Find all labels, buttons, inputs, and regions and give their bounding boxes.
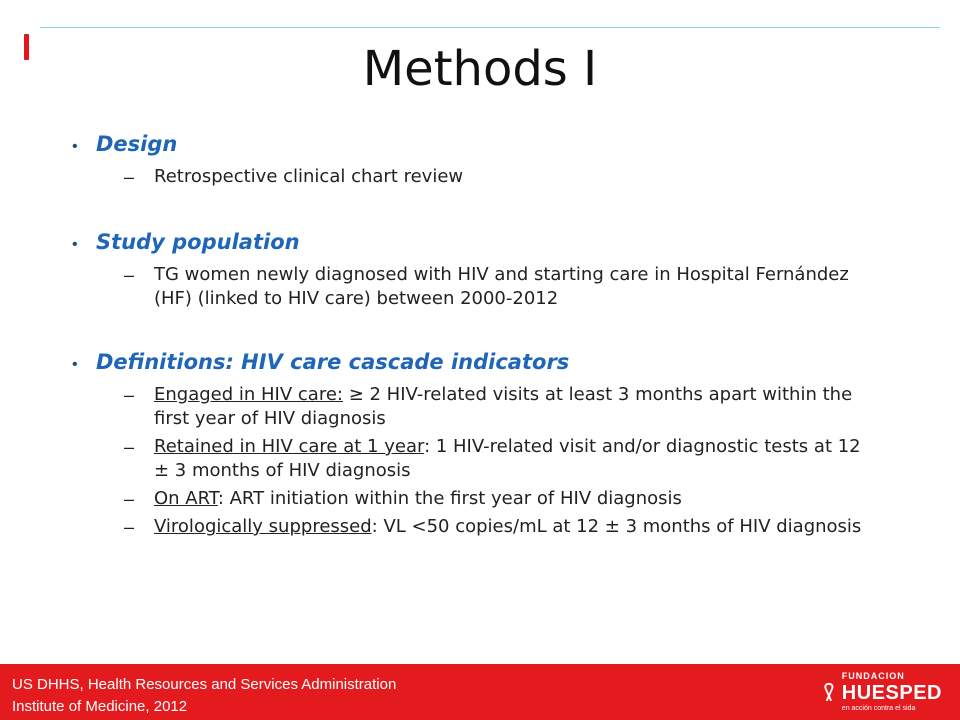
definition-description: : ART initiation within the first year of HIV diagnosis — [217, 488, 682, 509]
dash-icon: – — [124, 517, 135, 537]
definition-item-text — [154, 435, 874, 483]
design-heading-row — [72, 130, 892, 161]
study-population-item — [124, 263, 874, 311]
aids-ribbon-icon — [822, 677, 836, 707]
top-rule — [40, 27, 940, 28]
definition-label: Engaged in HIV care: — [154, 384, 343, 405]
logo-sub-text: en acción contra el sida — [841, 705, 916, 712]
study-population-heading-row — [72, 228, 874, 259]
footer-citation-line: Institute of Medicine, 2012 — [12, 698, 188, 715]
logo-text — [842, 672, 942, 712]
design-section — [72, 130, 892, 189]
definition-label: Retained in HIV care at 1 year — [154, 436, 425, 457]
definition-item — [124, 383, 874, 431]
definition-item-text — [154, 383, 874, 431]
study-population-heading: Study population — [96, 230, 300, 254]
bullet-icon: • — [72, 236, 78, 253]
logo-small-text: FUNDACION — [841, 671, 905, 681]
definition-item — [124, 487, 874, 511]
design-heading: Design — [96, 132, 178, 156]
definition-description: : VL <50 copies/mL at 12 ± 3 months of HIV diagnosis — [371, 516, 862, 537]
dash-icon: – — [124, 167, 135, 187]
dash-icon: – — [124, 489, 135, 509]
study-population-item-text: TG women newly diagnosed with HIV and starting care in Hospital Fernández (HF) (linked to HIV care) between 2000-2012 — [154, 264, 849, 309]
footer-citations — [12, 674, 396, 718]
study-population-section — [72, 228, 874, 311]
footer-bar — [0, 664, 960, 720]
footer-citation-line: US DHHS, Health Resources and Services Administration — [12, 676, 397, 693]
logo-main-text: HUESPED — [841, 682, 942, 704]
definition-item-text — [154, 515, 874, 539]
design-item-text: Retrospective clinical chart review — [154, 166, 464, 187]
definition-item-text — [154, 487, 874, 511]
dash-icon: – — [124, 385, 135, 405]
definition-description: ≥ 2 HIV-related visits at least 3 months apart within the first year of HIV diagnosis — [154, 384, 853, 429]
bullet-icon: • — [72, 356, 78, 373]
fundacion-huesped-logo — [822, 670, 942, 714]
definition-label: Virologically suppressed — [154, 516, 372, 537]
definitions-heading-row — [72, 348, 874, 379]
definition-item — [124, 435, 874, 483]
definition-label: On ART — [154, 488, 218, 509]
definition-item — [124, 515, 874, 539]
slide-content — [72, 130, 892, 537]
design-item — [124, 165, 892, 189]
dash-icon: – — [124, 437, 135, 457]
dash-icon: – — [124, 265, 135, 285]
definitions-heading: Definitions: HIV care cascade indicators — [96, 350, 570, 374]
bullet-icon: • — [72, 138, 78, 155]
slide-title: Methods I — [362, 41, 598, 97]
definition-description: : 1 HIV-related visit and/or diagnostic tests at 12 ± 3 months of HIV diagnosis — [154, 436, 861, 481]
definitions-section — [72, 348, 874, 539]
